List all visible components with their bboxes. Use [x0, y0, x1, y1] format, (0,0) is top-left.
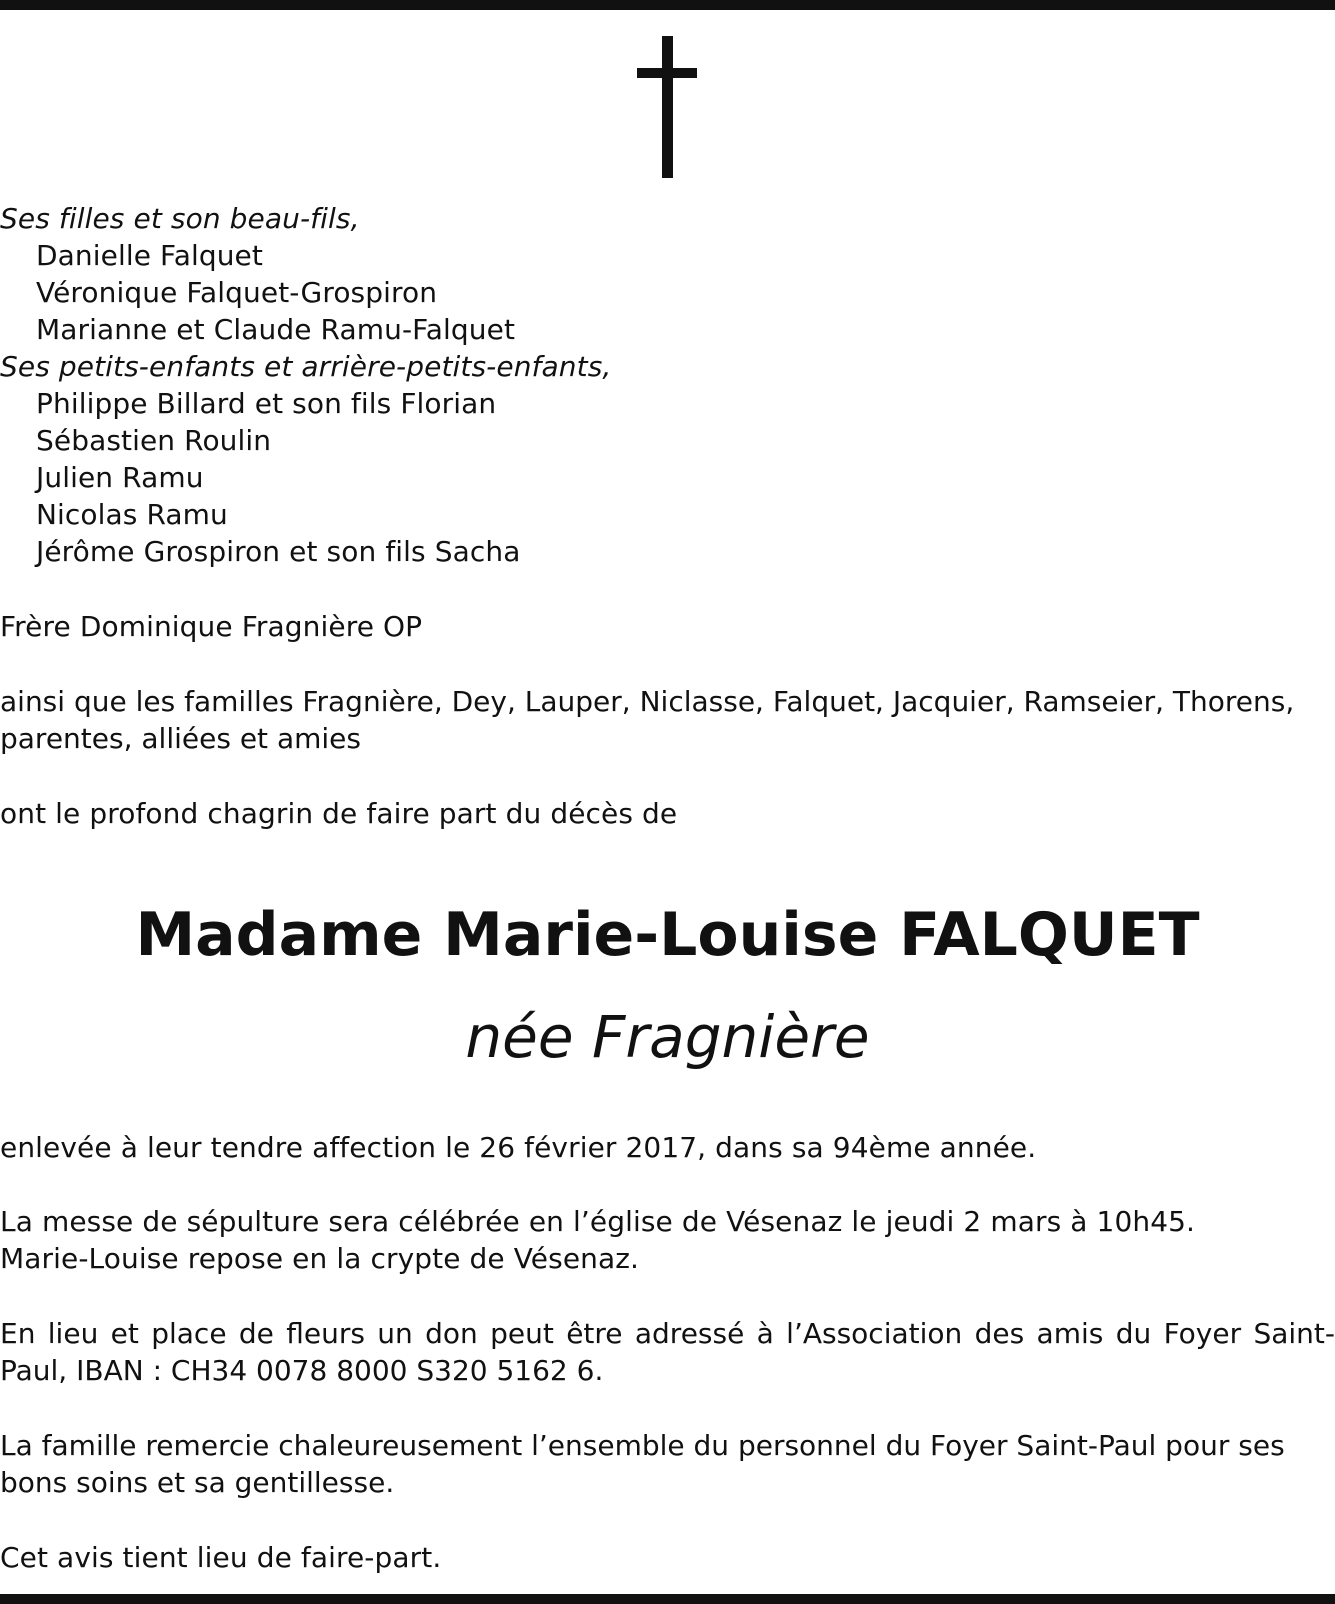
grandchildren-intro: Ses petits-enfants et arrière-petits-enfants, [0, 350, 612, 383]
grandchild-name: Julien Ramu [36, 461, 204, 494]
brother-line: Frère Dominique Fragnière OP [0, 610, 423, 643]
grandchild-name: Nicolas Ramu [36, 498, 228, 531]
child-name: Marianne et Claude Ramu-Falquet [36, 313, 516, 346]
grandchild-name: Jérôme Grospiron et son fils Sacha [36, 535, 521, 568]
grandchild-name: Sébastien Roulin [36, 424, 272, 457]
children-intro: Ses filles et son beau-fils, [0, 202, 360, 235]
funeral-mass-line: La messe de sépulture sera célébrée en l’église de Vésenaz le jeudi 2 mars à 10h45. [0, 1205, 1196, 1238]
child-name: Danielle Falquet [36, 239, 263, 272]
repose-line: Marie-Louise repose en la crypte de Vésenaz. [0, 1242, 640, 1275]
families-paragraph: ainsi que les familles Fragnière, Dey, Lauper, Niclasse, Falquet, Jacquier, Ramseier, Thorens, parentes, alliées et amies [0, 685, 1295, 755]
donation-paragraph: En lieu et place de fleurs un don peut être adressé à l’Association des amis du Foyer Saint-Paul, IBAN : CH34 0078 8000 S320 5162 6. [0, 1317, 1335, 1387]
child-name: Véronique Falquet-Grospiron [36, 276, 438, 309]
grandchild-name: Philippe Billard et son fils Florian [36, 387, 497, 420]
bottom-border-rule [0, 1594, 1335, 1604]
closing-line: Cet avis tient lieu de faire-part. [0, 1541, 442, 1574]
announcement-line: ont le profond chagrin de faire part du décès de [0, 797, 678, 830]
top-border-rule [0, 0, 1335, 10]
deceased-maiden-name: née Fragnière [465, 1003, 870, 1071]
deceased-name: Madame Marie-Louise FALQUET [135, 900, 1200, 970]
thanks-paragraph: La famille remercie chaleureusement l’ensemble du personnel du Foyer Saint-Paul pour ses bons soins et sa gentillesse. [0, 1429, 1285, 1499]
death-date-line: enlevée à leur tendre affection le 26 février 2017, dans sa 94ème année. [0, 1131, 1037, 1164]
cross-icon [637, 36, 697, 178]
